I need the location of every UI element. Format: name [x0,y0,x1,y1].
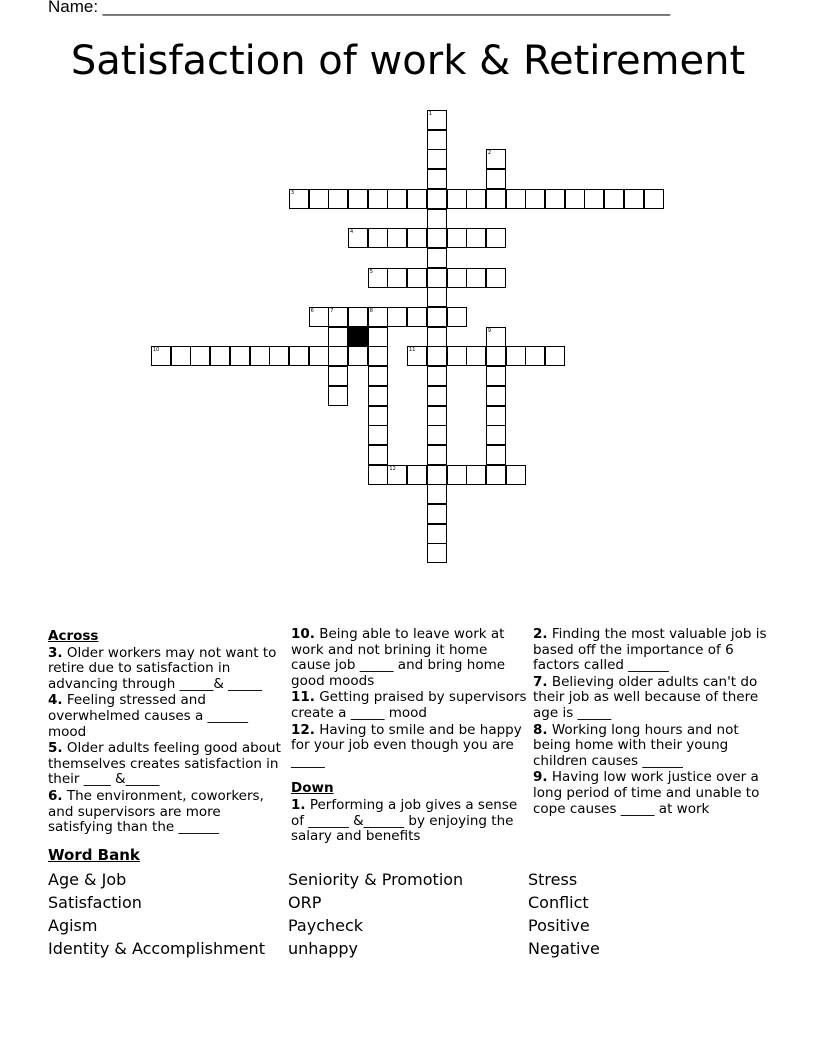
clue-text: Having to smile and be happy for your job even though you are _____ [291,721,522,769]
crossword-cell[interactable] [427,189,447,209]
clue-number: 8 [369,308,373,314]
clue-number-label: 7. [533,673,548,690]
crossword-cell[interactable] [407,189,427,209]
crossword-cell[interactable] [486,425,506,445]
word-bank-entry: Paycheck [288,916,364,935]
crossword-cell[interactable] [447,189,467,209]
crossword-cell[interactable] [407,307,427,327]
clue-text: Feeling stressed and overwhelmed causes a ______ mood [48,692,249,740]
clue-item [48,646,284,693]
crossword-cell[interactable] [427,130,447,150]
word-bank-entry: Conflict [528,893,589,912]
crossword-cell[interactable] [230,346,250,366]
word-bank-entry: Agism [48,916,98,935]
crossword-cell[interactable] [250,346,270,366]
clue-text: Older adults feeling good about themselves creates satisfaction in their ____ &_____ [48,740,281,788]
clue-number-label: 3. [48,644,63,661]
word-bank-title: Word Bank [48,846,140,864]
word-bank-entry: Stress [528,870,578,889]
crossword-cell[interactable] [427,386,447,406]
crossword-cell[interactable] [427,228,447,248]
crossword-cell[interactable] [447,268,467,288]
crossword-cell[interactable] [368,366,388,386]
crossword-cell[interactable] [368,425,388,445]
crossword-cell[interactable] [427,504,447,524]
clue-number-label: 10. [291,626,315,642]
crossword-cell[interactable] [328,366,348,386]
clue-number: 4 [350,229,354,236]
crossword-cell[interactable] [486,169,506,189]
crossword-cell[interactable] [368,346,388,366]
word-bank-entry: Negative [528,939,600,958]
clue-number: 9 [487,327,492,334]
crossword-cell[interactable] [447,346,467,366]
crossword-cell[interactable] [486,327,506,347]
crossword-cell[interactable] [466,346,486,366]
clue-number-label: 8. [533,721,548,738]
name-line: Name: ____________________________________________________________ [48,0,671,16]
crossword-cell[interactable] [348,346,368,366]
crossword-cell[interactable] [427,307,447,327]
clue-item [291,690,527,721]
crossword-cell[interactable] [427,484,447,504]
crossword-cell[interactable] [328,346,348,366]
crossword-cell[interactable] [624,189,644,209]
crossword-cell[interactable] [427,425,447,445]
clue-column-3 [533,627,769,818]
clue-number-label: 2. [533,626,548,642]
crossword-cell[interactable] [368,268,388,288]
crossword-cell[interactable] [486,406,506,426]
clue-item [48,693,284,740]
crossword-cell[interactable] [427,149,447,169]
clue-item [291,798,527,845]
crossword-cell[interactable] [486,346,506,366]
word-bank-column-2 [288,868,463,960]
crossword-cell[interactable] [368,189,388,209]
crossword-cell[interactable] [644,189,664,209]
clue-text: Working long hours and not being home with their young children causes ______ [533,721,739,769]
crossword-cell[interactable] [486,386,506,406]
crossword-cell[interactable] [171,346,191,366]
clue-text: The environment, coworkers, and supervisors are more satisfying than the ______ [48,787,264,836]
crossword-cell[interactable] [348,189,368,209]
crossword-cell[interactable] [486,189,506,209]
crossword-cell[interactable] [447,228,467,248]
word-bank-entry: unhappy [288,939,359,958]
crossword-cell[interactable] [328,327,348,347]
crossword-cell[interactable] [427,248,447,268]
crossword-cell[interactable] [368,327,388,347]
crossword-cell[interactable] [427,524,447,544]
crossword-cell[interactable] [427,406,447,426]
crossword-cell[interactable] [328,386,348,406]
crossword-cell[interactable] [486,445,506,465]
crossword-cell[interactable] [328,307,348,327]
word-bank-entry: Positive [528,916,590,935]
clue-number: 6 [310,308,314,314]
crossword-cell[interactable] [368,307,388,327]
crossword-black-cell [348,327,368,347]
clue-item [533,723,769,770]
clue-number-label: 12. [291,721,315,738]
page-title: Satisfaction of work & Retirement [70,38,746,84]
crossword-cell[interactable] [348,228,368,248]
crossword-cell[interactable] [486,366,506,386]
crossword-cell[interactable] [407,228,427,248]
word-bank-column-1 [48,868,265,960]
crossword-cell[interactable] [368,445,388,465]
crossword-cell[interactable] [309,307,329,327]
clue-number: 11 [409,347,416,354]
crossword-cell[interactable] [525,189,545,209]
crossword-cell[interactable] [486,149,506,169]
crossword-cell[interactable] [387,189,407,209]
clue-column-2 [291,627,527,846]
clue-number-label: 9. [533,769,548,786]
crossword-cell[interactable] [427,268,447,288]
clue-item [533,770,769,817]
clue-item [48,789,284,836]
down-heading: Down [291,780,334,797]
crossword-cell[interactable] [387,307,407,327]
crossword-cell[interactable] [427,169,447,189]
crossword-cell[interactable] [427,287,447,307]
crossword-cell[interactable] [407,268,427,288]
crossword-cell[interactable] [506,465,526,485]
word-bank-entry: Satisfaction [48,893,142,912]
crossword-cell[interactable] [309,189,329,209]
clue-text: Getting praised by supervisors create a _____ mood [291,689,527,721]
crossword-cell[interactable] [289,346,309,366]
crossword-cell[interactable] [387,465,407,485]
clue-number-label: 4. [48,692,63,709]
crossword-cell[interactable] [466,228,486,248]
crossword-cell[interactable] [427,110,447,130]
clue-text: Performing a job gives a sense of ______ &______ by enjoying the salary and benefits [291,796,518,845]
word-bank-column-3 [528,868,600,960]
clue-text: Having low work justice over a long period of time and unable to cope causes _____ at work [533,769,760,817]
clue-text: Older workers may not want to retire due to satisfaction in advancing through _____& _____ [48,644,277,692]
crossword-cell[interactable] [604,189,624,209]
crossword-cell[interactable] [427,346,447,366]
word-bank-entry: Identity & Accomplishment [48,939,265,958]
clue-text: Finding the most valuable job is based off the importance of 6 factors called ______ [533,626,767,674]
crossword-cell[interactable] [506,346,526,366]
clue-number-label: 6. [48,787,63,804]
crossword-cell[interactable] [387,268,407,288]
crossword-cell[interactable] [210,346,230,366]
crossword-cell[interactable] [447,465,467,485]
crossword-cell[interactable] [506,189,526,209]
crossword-cell[interactable] [269,346,289,366]
crossword-cell[interactable] [328,189,348,209]
crossword-cell[interactable] [427,366,447,386]
crossword-cell[interactable] [466,189,486,209]
crossword-cell[interactable] [427,543,447,563]
clue-number: 12 [389,465,396,472]
crossword-cell[interactable] [466,465,486,485]
word-bank-entry: Age & Job [48,870,127,889]
crossword-cell[interactable] [368,386,388,406]
crossword-cell[interactable] [486,228,506,248]
clue-number: 5 [369,268,373,275]
clue-text: Believing older adults can't do their job as well because of there age is _____ [533,673,759,721]
clue-item [533,627,769,674]
clue-number: 3 [290,189,295,196]
clue-text: Being able to leave work at work and not brining it home cause job _____ and bring home good moods [291,626,506,689]
crossword-cell[interactable] [368,465,388,485]
clue-item [291,723,527,770]
crossword-cell[interactable] [348,307,368,327]
clue-number-label: 5. [48,740,63,757]
clue-number: 1 [428,111,432,117]
clue-column-1 [48,629,284,837]
crossword-cell[interactable] [565,189,585,209]
clue-number: 10 [153,347,160,354]
crossword-cell[interactable] [584,189,604,209]
crossword-cell[interactable] [289,189,309,209]
crossword-cell[interactable] [151,346,171,366]
crossword-cell[interactable] [368,406,388,426]
crossword-cell[interactable] [309,346,329,366]
crossword-cell[interactable] [486,465,506,485]
crossword-cell[interactable] [407,346,427,366]
crossword-cell[interactable] [447,307,467,327]
clue-number-label: 1. [291,796,306,813]
crossword-cell[interactable] [427,445,447,465]
crossword-cell[interactable] [427,465,447,485]
clue-number-label: 11. [291,689,315,706]
word-bank-entry: ORP [288,893,322,912]
clue-item [533,675,769,722]
crossword-cell[interactable] [368,228,388,248]
crossword-cell[interactable] [427,327,447,347]
word-bank-entry: Seniority & Promotion [288,870,464,889]
crossword-cell[interactable] [387,228,407,248]
crossword-cell[interactable] [427,209,447,229]
crossword-cell[interactable] [486,268,506,288]
crossword-cell[interactable] [525,346,545,366]
clue-item [48,741,284,788]
crossword-cell[interactable] [545,189,565,209]
clue-number: 7 [330,308,334,314]
crossword-cell[interactable] [466,268,486,288]
across-heading: Across [48,628,99,644]
crossword-cell[interactable] [407,465,427,485]
clue-number: 2 [487,150,492,157]
crossword-cell[interactable] [545,346,565,366]
clue-item [291,627,527,689]
crossword-cell[interactable] [190,346,210,366]
